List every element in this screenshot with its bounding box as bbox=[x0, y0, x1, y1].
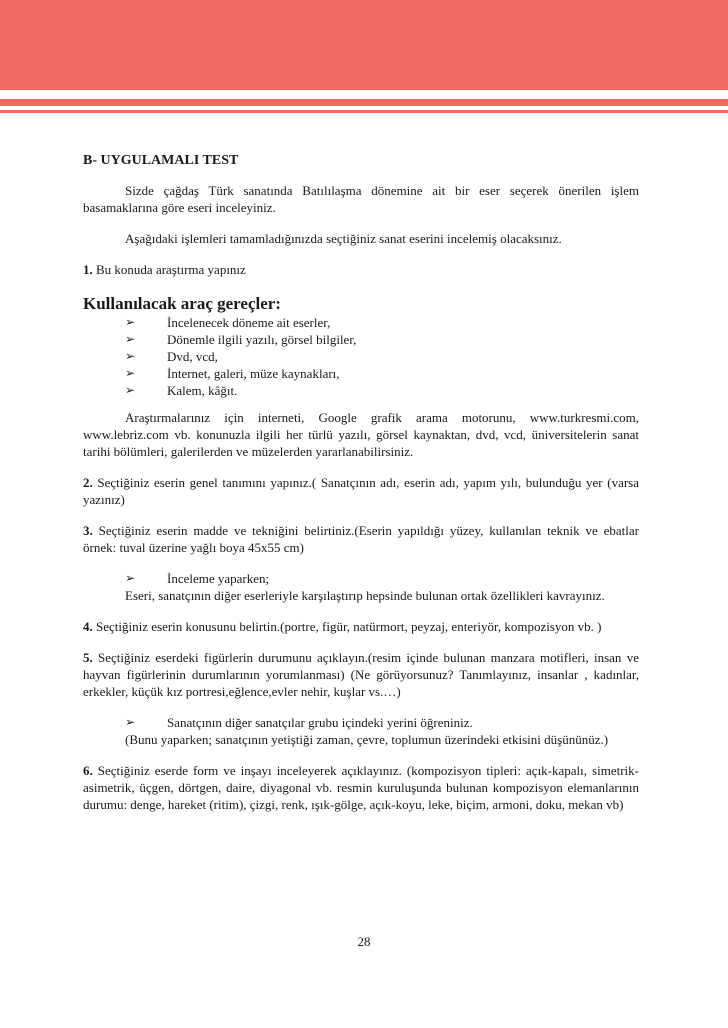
list-item: ➢ Sanatçının diğer sanatçılar grubu içindeki yerini öğreniniz. bbox=[83, 714, 639, 731]
step-text: Seçtiğiniz eserde form ve inşayı inceleyerek açıklayınız. (kompozisyon tipleri: açık-kapalı, simetrik-asimetrik, üçgen, dörtgen, daire, diyagonal vb. resmin kuruluşunda bulunan kompozisyon elemanlarının durumu: denge, hareket (ritim), çizgi, renk, ışık-gölge, açık-koyu, leke, biçim, armoni, doku, mekan vb) bbox=[83, 763, 639, 812]
step-3 bbox=[83, 522, 639, 556]
step-number: 2. bbox=[83, 475, 93, 490]
step-1 bbox=[83, 261, 639, 278]
list-item: ➢ İnceleme yaparken; bbox=[83, 570, 639, 587]
step-4 bbox=[83, 618, 639, 635]
intro-paragraph: Sizde çağdaş Türk sanatında Batılılaşma dönemine ait bir eser seçerek önerilen işlem basamaklarına göre eseri inceleyiniz. bbox=[83, 183, 639, 215]
step-text: Seçtiğiniz eserin genel tanımını yapınız.( Sanatçının adı, eserin adı, yapım yılı, bulunduğu yer (varsa yazınız) bbox=[83, 475, 639, 507]
tools-list bbox=[83, 314, 639, 399]
note-paragraph: (Bunu yaparken; sanatçının yetiştiği zaman, çevre, toplumun üzerindeki etkisini düşününüz.) bbox=[125, 732, 609, 747]
list-item: ➢ Dvd, vcd, bbox=[83, 348, 639, 365]
list-item: ➢ Dönemle ilgili yazılı, görsel bilgiler, bbox=[83, 331, 639, 348]
header-banner bbox=[0, 0, 728, 90]
header-stripe-thick bbox=[0, 99, 728, 106]
step-number: 5. bbox=[83, 650, 93, 665]
step-5 bbox=[83, 649, 639, 700]
note-list bbox=[83, 714, 639, 731]
step-6 bbox=[83, 762, 639, 813]
header-stripe-thin bbox=[0, 110, 728, 113]
step-number: 4. bbox=[83, 619, 93, 634]
section-title: B- UYGULAMALI TEST bbox=[83, 153, 239, 168]
step-text: Seçtiğiniz eserin madde ve tekniğini belirtiniz.(Eserin yapıldığı yüzey, kullanılan teknik ve ebatlar örnek: tuval üzerine yağlı boya 45x55 cm) bbox=[83, 523, 639, 555]
list-item: ➢ İnternet, galeri, müze kaynakları, bbox=[83, 365, 639, 382]
step-number: 3. bbox=[83, 523, 93, 538]
note-paragraph: Eseri, sanatçının diğer eserleriyle karşılaştırıp hepsinde bulunan ortak özellikleri kavrayınız. bbox=[125, 588, 605, 603]
step-text: Seçtiğiniz eserin konusunu belirtin.(portre, figür, natürmort, peyzaj, enteriyör, kompozisyon vb. ) bbox=[92, 619, 602, 634]
tools-title: Kullanılacak araç gereçler: bbox=[83, 294, 281, 313]
step-number: 1. bbox=[83, 262, 93, 277]
instructions-paragraph: Aşağıdaki işlemleri tamamladığınızda seçtiğiniz sanat eserini incelemiş olacaksınız. bbox=[125, 231, 562, 246]
step-2 bbox=[83, 474, 639, 508]
step-text: Bu konuda araştırma yapınız bbox=[92, 262, 246, 277]
step-number: 6. bbox=[83, 763, 93, 778]
step-text: Seçtiğiniz eserdeki figürlerin durumunu açıklayın.(resim içinde bulunan manzara motifleri, insan ve hayvan figürlerinin durumlarının yorumlanması) (Ne görüyorsunuz? Tanımlayınız, insanlar , kadınlar, erkekler, küçük kız portresi,eğlence,evler nehir, kuşlar vs.…) bbox=[83, 650, 639, 699]
list-item: ➢ İncelenecek döneme ait eserler, bbox=[83, 314, 639, 331]
page-number: 28 bbox=[357, 934, 371, 949]
page-content bbox=[83, 152, 639, 813]
note-list bbox=[83, 570, 639, 587]
list-item: ➢ Kalem, kâğıt. bbox=[83, 382, 639, 399]
research-paragraph: Araştırmalarınız için interneti, Google grafik arama motorunu, www.turkresmi.com, www.lebriz.com vb. konunuzla ilgili her türlü yazılı, görsel kaynaktan, dvd, vcd, üniversitelerin sanat tarihi bölümleri, galerilerden ve müzelerden yararlanabilirsiniz. bbox=[83, 410, 639, 459]
